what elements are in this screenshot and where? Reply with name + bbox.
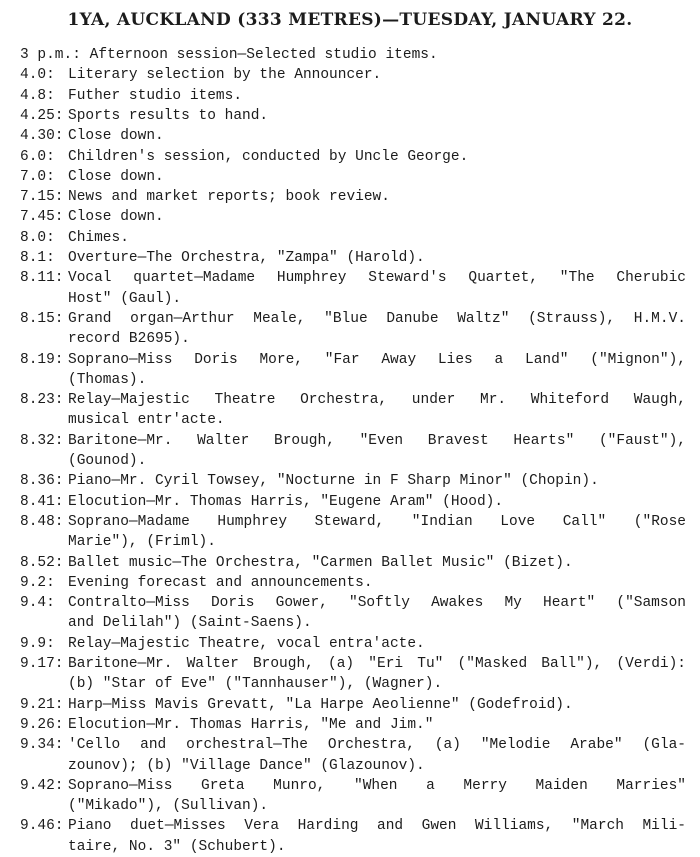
program-time: 8.15: (20, 310, 64, 327)
program-description-line: Marie"), (Friml). (68, 534, 216, 551)
program-time: 8.23: (20, 392, 64, 409)
program-description-line: Harp—Miss Mavis Grevatt, "La Harpe Aeolienne" (Godefroid). (68, 696, 573, 713)
program-description-line: Soprano—Madame Humphrey Steward, "Indian Love Call" ("Rose (68, 513, 686, 530)
program-time: 9.21: (20, 696, 64, 713)
program-time: 8.52: (20, 554, 64, 571)
program-time: 9.42: (20, 777, 64, 794)
program-description-line: Soprano—Miss Greta Munro, "When a Merry Maiden Marries" (68, 777, 686, 794)
program-description-line: taire, No. 3" (Schubert). (68, 838, 286, 855)
program-time: 4.8: (20, 87, 55, 104)
program-description-line: Piano—Mr. Cyril Towsey, "Nocturne in F Sharp Minor" (Chopin). (68, 473, 599, 490)
program-description-line: (Gounod). (68, 453, 147, 469)
program-description-line: Baritone—Mr. Walter Brough, "Even Bravest Hearts" ("Faust"), (68, 432, 686, 449)
program-description-line: 'Cello and orchestral—The Orchestra, (a) "Melodie Arabe" (Gla- (68, 737, 686, 754)
program-time: 8.41: (20, 493, 64, 510)
program-description-line: Close down. (68, 209, 164, 226)
program-time: 9.2: (20, 574, 55, 591)
program-time: 9.9: (20, 635, 55, 652)
program-description-line: Close down. (68, 128, 164, 145)
program-description-line: Close down. (68, 168, 164, 185)
program-description-line: musical entr'acte. (68, 412, 225, 429)
program-description-line: Soprano—Miss Doris More, "Far Away Lies a Land" ("Mignon"), (68, 351, 686, 368)
program-description-line: Vocal quartet—Madame Humphrey Steward's Quartet, "The Cherubic (68, 270, 686, 287)
program-description-line: Children's session, conducted by Uncle George. (68, 148, 469, 165)
program-description-line: (b) "Star of Eve" ("Tannhauser"), (Wagner). (68, 676, 443, 693)
program-description-line: Chimes. (68, 229, 129, 246)
program-time: 9.34: (20, 737, 64, 754)
program-time: 7.45: (20, 209, 64, 226)
program-time: 9.17: (20, 656, 64, 672)
program-description-line: Elocution—Mr. Thomas Harris, "Me and Jim." (68, 716, 434, 733)
program-time: 7.15: (20, 189, 64, 206)
program-time: 9.46: (20, 818, 64, 835)
program-description-line: zounov); (b) "Village Dance" (Glazounov). (68, 757, 425, 774)
program-time: 4.25: (20, 107, 64, 124)
program-description-line: Piano duet—Misses Vera Harding and Gwen Williams, "March Mili- (68, 818, 686, 835)
program-time: 8.1: (20, 250, 55, 266)
program-description-line: Contralto—Miss Doris Gower, "Softly Awakes My Heart" ("Samson (68, 595, 686, 612)
program-description-line: record B2695). (68, 331, 190, 348)
program-time: 8.36: (20, 473, 64, 490)
program-description-line: Relay—Majestic Theatre, vocal entra'acte. (68, 635, 425, 652)
program-time: 9.4: (20, 595, 55, 612)
program-time: 8.11: (20, 270, 64, 287)
program-time: 6.0: (20, 148, 55, 165)
program-time: 8.48: (20, 513, 64, 530)
program-time: 8.32: (20, 432, 64, 449)
program-description-line: Ballet music—The Orchestra, "Carmen Ballet Music" (Bizet). (68, 554, 573, 571)
program-description-line: and Delilah") (Saint-Saens). (68, 615, 312, 632)
program-time: 8.0: (20, 229, 55, 246)
program-description-line: Elocution—Mr. Thomas Harris, "Eugene Aram" (Hood). (68, 493, 504, 510)
program-description-line: Relay—Majestic Theatre Orchestra, under Mr. Whiteford Waugh, (68, 392, 686, 409)
program-description-line: Grand organ—Arthur Meale, "Blue Danube Waltz" (Strauss), H.M.V. (68, 310, 686, 327)
program-description-line: Overture—The Orchestra, "Zampa" (Harold). (68, 250, 425, 266)
program-description-line: Futher studio items. (68, 87, 243, 104)
program-time: 8.19: (20, 351, 64, 368)
program-description-line: Baritone—Mr. Walter Brough, (a) "Eri Tu" ("Masked Ball"), (Verdi): (68, 656, 686, 672)
program-description-line: Host" (Gaul). (68, 290, 182, 307)
program-heading: 1YA, AUCKLAND (333 METRES)—TUESDAY, JANUARY 22. (67, 10, 633, 30)
program-description-line: Sports results to hand. (68, 107, 269, 124)
program-description-line: ("Mikado"), (Sullivan). (68, 798, 269, 815)
program-time: 4.0: (20, 67, 55, 84)
program-description-line: Evening forecast and announcements. (68, 574, 373, 591)
program-description-line: News and market reports; book review. (68, 189, 390, 206)
program-time: 4.30: (20, 128, 64, 145)
program-description-line: (Thomas). (68, 371, 147, 388)
program-time: 9.26: (20, 716, 64, 733)
program-description-line: Literary selection by the Announcer. (68, 67, 382, 84)
opening-line: 3 p.m.: Afternoon session—Selected studio items. (20, 47, 438, 63)
program-time: 7.0: (20, 168, 55, 185)
